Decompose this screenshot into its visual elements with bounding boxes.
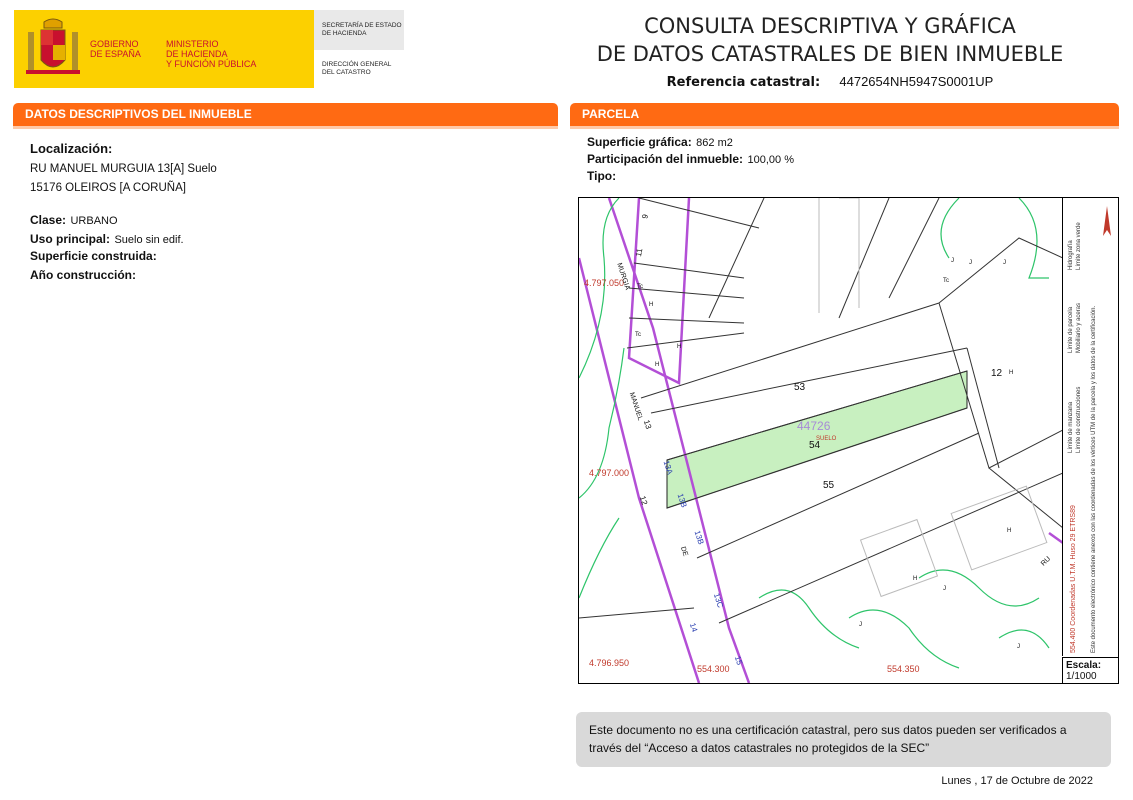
gov-line2: DE ESPAÑA	[90, 49, 141, 59]
parcela-underline	[570, 126, 1119, 129]
tag-h-3: H	[655, 362, 660, 368]
house-number-13: 13	[641, 418, 654, 431]
clase-value: URBANO	[70, 215, 118, 227]
uso-label: Uso principal:	[30, 232, 111, 246]
north-arrow-icon	[1101, 206, 1113, 246]
localizacion-label: Localización:	[30, 141, 113, 156]
house-number-11: 11	[634, 247, 645, 258]
house-number-14: 14	[687, 621, 700, 634]
secretaria-line2: DE HACIENDA	[322, 30, 367, 37]
tag-j-5: J	[859, 622, 862, 628]
house-number-13a: 13A	[661, 459, 675, 476]
tag-h-6: H	[913, 576, 918, 582]
ministry-line3: Y FUNCIÓN PÚBLICA	[166, 59, 257, 69]
parcela-section	[570, 103, 1119, 129]
superficie-grafica-row	[587, 133, 733, 151]
uso-value: Suelo sin edif.	[114, 234, 184, 246]
legend-mobiliario: Mobiliario y aceras	[1076, 302, 1082, 353]
street-ru: RU	[1040, 555, 1053, 568]
descriptive-heading-a: DATOS DESCRIPTIVOS DEL	[25, 107, 190, 121]
tag-j-6: J	[1017, 644, 1020, 650]
parcel-lines	[579, 198, 1063, 623]
utm-note: 554.400 Coordenadas U.T.M. Huso 29 ETRS89	[1070, 505, 1077, 653]
map-scale	[1062, 657, 1118, 684]
coord-x1: 554.300	[697, 664, 730, 674]
cadastral-reference	[560, 74, 1100, 90]
cadastral-map	[578, 197, 1119, 684]
lot-54: 54	[809, 440, 821, 451]
coat-of-arms-icon	[24, 18, 82, 80]
participacion-value: 100,00 %	[747, 154, 794, 166]
legend-limite-manzana: Límite de manzana	[1068, 401, 1074, 453]
tag-tc-1: Tc	[637, 284, 643, 290]
legend-hidrografia: Hidrografía	[1068, 240, 1074, 270]
ref-label: Referencia catastral:	[666, 75, 821, 90]
descriptive-heading-b: INMUEBLE	[189, 107, 252, 121]
localizacion-line1: RU MANUEL MURGUIA 13[A] Suelo	[30, 163, 217, 175]
tag-j-2: J	[969, 260, 972, 266]
parcela-heading: PARCELA	[570, 103, 1119, 126]
document-title	[560, 12, 1100, 68]
legend-zona-verde: Límite zona verde	[1076, 222, 1082, 270]
gov-line1: GOBIERNO	[90, 39, 139, 49]
title-line2: DE DATOS CATASTRALES DE BIEN INMUEBLE	[596, 42, 1064, 66]
street-manuel: MANUEL	[627, 391, 644, 422]
lot-53: 53	[794, 382, 806, 393]
escala-value: 1/1000	[1066, 671, 1097, 682]
tag-tc-2: Tc	[635, 332, 641, 338]
direccion-line2: DEL CATASTRO	[322, 69, 371, 76]
superficie-grafica-label: Superficie gráfica:	[587, 135, 692, 149]
descriptive-underline	[13, 126, 558, 129]
localizacion-line2: 15176 OLEIROS [A CORUÑA]	[30, 182, 186, 194]
tag-j-3: J	[1003, 260, 1006, 266]
participacion-label: Participación del inmueble:	[587, 152, 744, 166]
map-legend	[1062, 198, 1119, 656]
street-de: DE	[679, 545, 689, 558]
title-line1: CONSULTA DESCRIPTIVA Y GRÁFICA	[644, 14, 1016, 38]
tag-h-5: H	[1007, 528, 1012, 534]
tag-j-1: J	[951, 258, 954, 264]
ministry-line1: MINISTERIO	[166, 39, 219, 49]
clase-row	[30, 211, 118, 229]
clase-label: Clase:	[30, 213, 67, 227]
tag-j-4: J	[943, 586, 946, 592]
house-number-9: 9	[640, 213, 651, 220]
coord-y3: 4.796.950	[589, 658, 630, 668]
ref-value: 4472654NH5947S0001UP	[839, 74, 994, 89]
electronic-note: Este documento electrónico contiene anexos con las coordenadas de los vértices UTM de la parcela y los datos de la certificación.	[1091, 305, 1097, 653]
coord-x2: 554.350	[887, 664, 920, 674]
anio-construccion-label: Año construcción:	[30, 268, 137, 282]
superficie-construida-label: Superficie construida:	[30, 249, 157, 263]
house-number-13b-2: 13B	[692, 529, 706, 546]
coord-y2: 4.797.000	[589, 468, 630, 478]
descriptive-section	[13, 103, 558, 129]
legend-limite-parcela: Límite de parcela	[1068, 306, 1074, 353]
government-logo	[14, 10, 314, 88]
superficie-grafica-value: 862 m2	[696, 137, 733, 149]
secretaria-line1: SECRETARÍA DE ESTADO	[322, 22, 402, 29]
document-date: Lunes , 17 de Octubre de 2022	[941, 775, 1093, 787]
disclaimer-box: Este documento no es una certificación catastral, pero sus datos pueden ser verificados a través del “Acceso a datos catastrales no protegidos de la SEC”	[576, 712, 1111, 767]
parcel-ref-label: 44726	[797, 419, 831, 433]
uso-row	[30, 230, 184, 248]
lot-55: 55	[823, 480, 835, 491]
street-murgia: MURGIA	[615, 262, 631, 291]
escala-label: Escala:	[1066, 660, 1102, 671]
tipo-label: Tipo:	[587, 169, 617, 183]
ministry-line2: DE HACIENDA	[166, 49, 228, 59]
direccion-line1: DIRECCIÓN GENERAL	[322, 61, 392, 68]
descriptive-heading	[13, 103, 558, 126]
parcel-suelo-label: SUELO	[816, 436, 837, 442]
house-number-12: 12	[637, 494, 650, 507]
lot-12: 12	[991, 368, 1003, 379]
house-number-15: 15	[732, 654, 745, 667]
tag-h-2: H	[677, 344, 682, 350]
participacion-row	[587, 150, 794, 168]
legend-limite-construcciones: Límite de construcciones	[1076, 386, 1082, 453]
house-number-13b: 13B	[675, 492, 689, 509]
tag-tc-3: Tc	[943, 278, 949, 284]
house-number-13c: 13C	[711, 592, 725, 609]
tag-h-4: H	[1009, 370, 1014, 376]
coord-y1: 4.797.050	[584, 278, 625, 288]
tag-h-1: H	[649, 302, 654, 308]
